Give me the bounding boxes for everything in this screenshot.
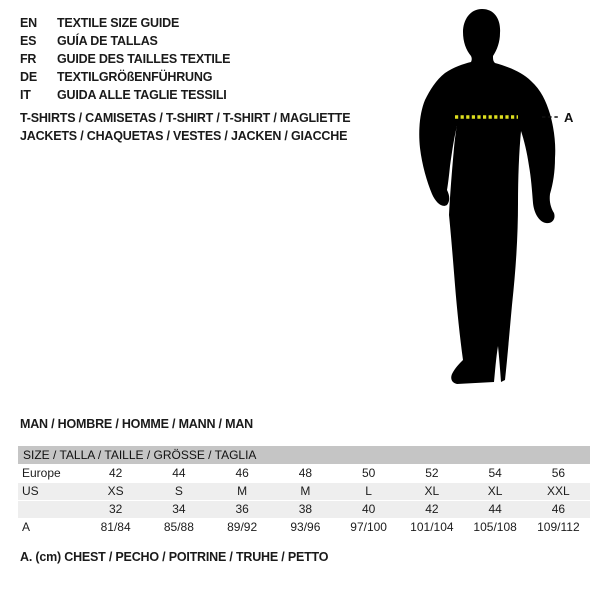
- size-value: XL: [487, 484, 503, 498]
- language-title: TEXTILE SIZE GUIDE: [57, 16, 180, 30]
- language-code: ES: [20, 34, 37, 48]
- language-code: DE: [20, 70, 37, 84]
- size-value: 93/96: [290, 520, 321, 534]
- size-value: 52: [425, 466, 439, 480]
- language-title: GUIDE DES TAILLES TEXTILE: [57, 52, 231, 66]
- row-label: Europe: [22, 466, 61, 480]
- size-value: 42: [425, 502, 439, 516]
- language-row-en: [20, 14, 230, 32]
- section-title-man: MAN / HOMBRE / HOMME / MANN / MAN: [20, 417, 253, 431]
- language-row-de: [20, 68, 230, 86]
- size-value: S: [174, 484, 183, 498]
- size-value: 50: [361, 466, 376, 480]
- size-value: 34: [172, 502, 186, 516]
- table-row-us: [18, 482, 590, 500]
- language-code: FR: [20, 52, 37, 66]
- man-silhouette-figure: [405, 0, 575, 400]
- row-label: A: [22, 520, 31, 534]
- language-row-es: [20, 32, 230, 50]
- language-code: IT: [20, 88, 31, 102]
- row-label: [18, 501, 84, 518]
- size-value: 89/92: [227, 520, 258, 534]
- measurement-footnote: A. (cm) CHEST / PECHO / POITRINE / TRUHE / PETTO: [20, 550, 329, 564]
- language-row-it: [20, 86, 230, 104]
- size-value: 56: [551, 466, 566, 480]
- language-row-fr: [20, 50, 230, 68]
- size-value: 105/108: [473, 520, 517, 534]
- size-value: 44: [172, 466, 186, 480]
- language-title: GUIDA ALLE TAGLIE TESSILI: [57, 88, 227, 102]
- size-value: 109/112: [537, 520, 580, 534]
- size-value: M: [300, 484, 311, 498]
- size-value: L: [365, 484, 372, 498]
- language-code: EN: [20, 16, 37, 30]
- language-title: TEXTILGRÖßENFÜHRUNG: [57, 70, 213, 84]
- table-row-numeric: [18, 500, 590, 518]
- size-value: 40: [361, 502, 376, 516]
- size-value: 54: [488, 466, 502, 480]
- language-title: GUÍA DE TALLAS: [57, 34, 158, 48]
- table-row-chest-a: [18, 518, 590, 536]
- size-value: 101/104: [410, 520, 454, 534]
- size-table-header: SIZE / TALLA / TAILLE / GRÖSSE / TAGLIA: [18, 446, 590, 464]
- category-jackets: JACKETS / CHAQUETAS / VESTES / JACKEN / GIACCHE: [20, 129, 348, 143]
- size-value: 46: [235, 466, 249, 480]
- size-value: 48: [298, 466, 313, 480]
- size-value: 36: [235, 502, 249, 516]
- man-silhouette: [419, 9, 555, 384]
- size-value: 42: [108, 466, 123, 480]
- size-table: [18, 446, 590, 536]
- size-value: XL: [424, 484, 440, 498]
- size-value: 44: [488, 502, 502, 516]
- language-title-list: [20, 14, 230, 104]
- size-value: 97/100: [350, 520, 387, 534]
- size-value: M: [237, 484, 248, 498]
- garment-category-list: [20, 109, 350, 145]
- size-value: XXL: [547, 484, 570, 498]
- size-value: 32: [108, 502, 123, 516]
- size-value: 81/84: [100, 520, 131, 534]
- measurement-label-a: A: [564, 110, 574, 125]
- category-tshirts: T-SHIRTS / CAMISETAS / T-SHIRT / T-SHIRT / MAGLIETTE: [20, 111, 351, 125]
- row-label: US: [22, 484, 39, 498]
- size-value: 46: [551, 502, 566, 516]
- size-value: 38: [298, 502, 313, 516]
- table-row-europe: [18, 464, 590, 482]
- size-value: XS: [107, 484, 124, 498]
- size-value: 85/88: [163, 520, 194, 534]
